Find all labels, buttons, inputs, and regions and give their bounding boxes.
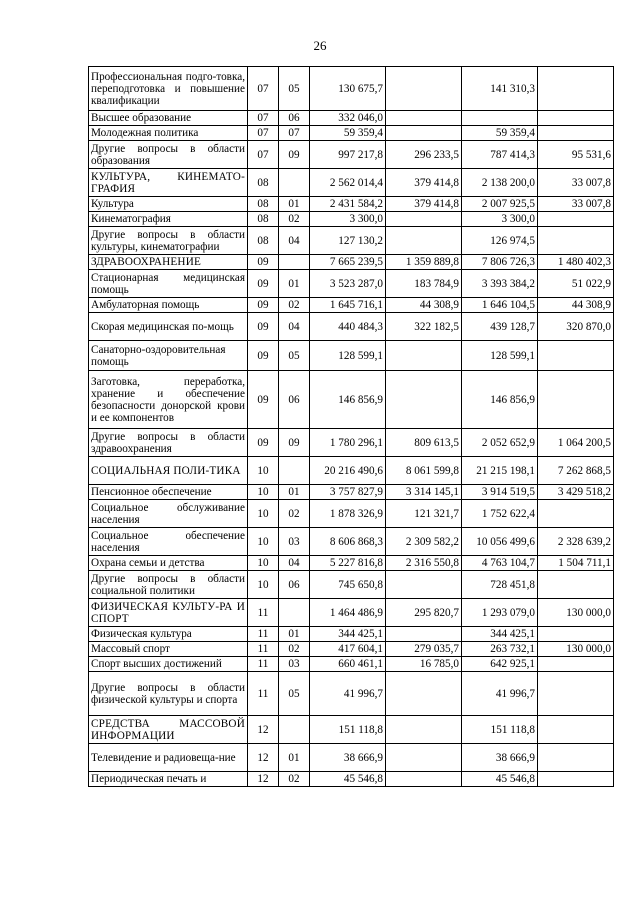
- subsection-code-cell: 01: [279, 485, 310, 500]
- section-name-cell: Заготовка, переработка, хранение и обеспечение безопасности донорской крови и ее компонентов: [89, 371, 248, 429]
- amount-cell: [386, 772, 462, 787]
- amount-cell: 344 425,1: [310, 627, 386, 642]
- table-row: [89, 744, 614, 772]
- amount-cell: 3 523 287,0: [310, 270, 386, 298]
- amount-cell: [538, 126, 614, 141]
- amount-cell: 2 052 652,9: [462, 429, 538, 457]
- table-row: [89, 341, 614, 371]
- amount-cell: 3 757 827,9: [310, 485, 386, 500]
- amount-cell: 3 914 519,5: [462, 485, 538, 500]
- amount-cell: 59 359,4: [310, 126, 386, 141]
- amount-cell: 1 359 889,8: [386, 255, 462, 270]
- section-code-cell: 10: [248, 457, 279, 485]
- subsection-code-cell: 03: [279, 528, 310, 556]
- table-row: [89, 772, 614, 787]
- section-name-cell: Периодическая печать и: [89, 772, 248, 787]
- subsection-code-cell: 01: [279, 744, 310, 772]
- amount-cell: [538, 227, 614, 255]
- section-code-cell: 09: [248, 371, 279, 429]
- amount-cell: [386, 111, 462, 126]
- amount-cell: 417 604,1: [310, 642, 386, 657]
- table-row: [89, 227, 614, 255]
- amount-cell: 3 429 518,2: [538, 485, 614, 500]
- subsection-code-cell: [279, 716, 310, 744]
- amount-cell: 10 056 499,6: [462, 528, 538, 556]
- section-name-cell: ФИЗИЧЕСКАЯ КУЛЬТУ-РА И СПОРТ: [89, 599, 248, 627]
- amount-cell: 146 856,9: [462, 371, 538, 429]
- section-name-cell: ЗДРАВООХРАНЕНИЕ: [89, 255, 248, 270]
- amount-cell: 141 310,3: [462, 67, 538, 111]
- subsection-code-cell: 01: [279, 197, 310, 212]
- section-name-cell: Санаторно-оздоровительная помощь: [89, 341, 248, 371]
- subsection-code-cell: 07: [279, 126, 310, 141]
- table-row: [89, 627, 614, 642]
- section-name-cell: Охрана семьи и детства: [89, 556, 248, 571]
- amount-cell: 126 974,5: [462, 227, 538, 255]
- amount-cell: 21 215 198,1: [462, 457, 538, 485]
- table-row: [89, 500, 614, 528]
- subsection-code-cell: 05: [279, 672, 310, 716]
- amount-cell: 320 870,0: [538, 313, 614, 341]
- section-name-cell: Амбулаторная помощь: [89, 298, 248, 313]
- amount-cell: 95 531,6: [538, 141, 614, 169]
- table-row: [89, 371, 614, 429]
- amount-cell: [538, 500, 614, 528]
- section-name-cell: Другие вопросы в области здравоохранения: [89, 429, 248, 457]
- amount-cell: [538, 772, 614, 787]
- section-name-cell: Молодежная политика: [89, 126, 248, 141]
- amount-cell: 660 461,1: [310, 657, 386, 672]
- amount-cell: 2 309 582,2: [386, 528, 462, 556]
- subsection-code-cell: 06: [279, 371, 310, 429]
- amount-cell: 1 752 622,4: [462, 500, 538, 528]
- amount-cell: [538, 716, 614, 744]
- table-row: [89, 126, 614, 141]
- table-row: [89, 429, 614, 457]
- table-row: [89, 556, 614, 571]
- subsection-code-cell: 06: [279, 571, 310, 599]
- amount-cell: 295 820,7: [386, 599, 462, 627]
- table-row: [89, 141, 614, 169]
- amount-cell: 642 925,1: [462, 657, 538, 672]
- amount-cell: 128 599,1: [310, 341, 386, 371]
- amount-cell: [538, 672, 614, 716]
- amount-cell: 1 646 104,5: [462, 298, 538, 313]
- subsection-code-cell: 02: [279, 298, 310, 313]
- amount-cell: [386, 672, 462, 716]
- subsection-code-cell: 02: [279, 772, 310, 787]
- amount-cell: 4 763 104,7: [462, 556, 538, 571]
- table-row: [89, 528, 614, 556]
- section-code-cell: 08: [248, 212, 279, 227]
- section-code-cell: 09: [248, 255, 279, 270]
- section-name-cell: Телевидение и радиовеща-ние: [89, 744, 248, 772]
- amount-cell: [538, 627, 614, 642]
- subsection-code-cell: [279, 599, 310, 627]
- section-code-cell: 10: [248, 556, 279, 571]
- amount-cell: 128 599,1: [462, 341, 538, 371]
- section-code-cell: 11: [248, 657, 279, 672]
- subsection-code-cell: 04: [279, 227, 310, 255]
- amount-cell: 151 118,8: [462, 716, 538, 744]
- section-code-cell: 10: [248, 571, 279, 599]
- table-row: [89, 642, 614, 657]
- amount-cell: 130 000,0: [538, 642, 614, 657]
- section-code-cell: 08: [248, 169, 279, 197]
- subsection-code-cell: [279, 169, 310, 197]
- section-code-cell: 09: [248, 429, 279, 457]
- table-row: [89, 672, 614, 716]
- amount-cell: 1 464 486,9: [310, 599, 386, 627]
- subsection-code-cell: 05: [279, 67, 310, 111]
- amount-cell: 20 216 490,6: [310, 457, 386, 485]
- table-row: [89, 657, 614, 672]
- amount-cell: 44 308,9: [538, 298, 614, 313]
- table-row: [89, 197, 614, 212]
- amount-cell: 1 645 716,1: [310, 298, 386, 313]
- section-code-cell: 11: [248, 672, 279, 716]
- table-row: [89, 313, 614, 341]
- section-code-cell: 08: [248, 227, 279, 255]
- section-name-cell: Другие вопросы в области образования: [89, 141, 248, 169]
- amount-cell: 2 431 584,2: [310, 197, 386, 212]
- amount-cell: 59 359,4: [462, 126, 538, 141]
- amount-cell: 33 007,8: [538, 169, 614, 197]
- subsection-code-cell: 03: [279, 657, 310, 672]
- amount-cell: 379 414,8: [386, 169, 462, 197]
- table-row: [89, 485, 614, 500]
- amount-cell: 2 007 925,5: [462, 197, 538, 212]
- amount-cell: [386, 716, 462, 744]
- amount-cell: 41 996,7: [462, 672, 538, 716]
- amount-cell: 3 393 384,2: [462, 270, 538, 298]
- table-row: [89, 270, 614, 298]
- section-code-cell: 11: [248, 627, 279, 642]
- amount-cell: 332 046,0: [310, 111, 386, 126]
- amount-cell: 1 064 200,5: [538, 429, 614, 457]
- subsection-code-cell: [279, 255, 310, 270]
- amount-cell: [538, 212, 614, 227]
- subsection-code-cell: 04: [279, 313, 310, 341]
- amount-cell: 296 233,5: [386, 141, 462, 169]
- subsection-code-cell: 02: [279, 642, 310, 657]
- subsection-code-cell: 09: [279, 429, 310, 457]
- section-name-cell: Кинематография: [89, 212, 248, 227]
- table-row: [89, 111, 614, 126]
- section-code-cell: 11: [248, 599, 279, 627]
- amount-cell: [538, 111, 614, 126]
- amount-cell: 121 321,7: [386, 500, 462, 528]
- section-name-cell: Культура: [89, 197, 248, 212]
- subsection-code-cell: [279, 457, 310, 485]
- amount-cell: [386, 227, 462, 255]
- amount-cell: [538, 657, 614, 672]
- subsection-code-cell: 05: [279, 341, 310, 371]
- section-code-cell: 07: [248, 141, 279, 169]
- section-name-cell: СОЦИАЛЬНАЯ ПОЛИ-ТИКА: [89, 457, 248, 485]
- section-code-cell: 12: [248, 744, 279, 772]
- amount-cell: 2 138 200,0: [462, 169, 538, 197]
- table-row: [89, 298, 614, 313]
- section-code-cell: 09: [248, 313, 279, 341]
- amount-cell: 7 262 868,5: [538, 457, 614, 485]
- amount-cell: 3 300,0: [462, 212, 538, 227]
- amount-cell: 379 414,8: [386, 197, 462, 212]
- amount-cell: 263 732,1: [462, 642, 538, 657]
- subsection-code-cell: 06: [279, 111, 310, 126]
- amount-cell: 127 130,2: [310, 227, 386, 255]
- amount-cell: 809 613,5: [386, 429, 462, 457]
- amount-cell: 7 806 726,3: [462, 255, 538, 270]
- subsection-code-cell: 01: [279, 627, 310, 642]
- section-code-cell: 12: [248, 772, 279, 787]
- section-code-cell: 09: [248, 298, 279, 313]
- amount-cell: [386, 126, 462, 141]
- amount-cell: [386, 67, 462, 111]
- amount-cell: 1 780 296,1: [310, 429, 386, 457]
- amount-cell: 1 480 402,3: [538, 255, 614, 270]
- amount-cell: 8 606 868,3: [310, 528, 386, 556]
- amount-cell: 5 227 816,8: [310, 556, 386, 571]
- section-name-cell: Профессиональная подго-товка, переподготовка и повышение квалификации: [89, 67, 248, 111]
- section-name-cell: Пенсионное обеспечение: [89, 485, 248, 500]
- table-row: [89, 255, 614, 270]
- amount-cell: 146 856,9: [310, 371, 386, 429]
- table-row: [89, 457, 614, 485]
- section-code-cell: 11: [248, 642, 279, 657]
- amount-cell: 3 300,0: [310, 212, 386, 227]
- amount-cell: 1 293 079,0: [462, 599, 538, 627]
- amount-cell: 130 675,7: [310, 67, 386, 111]
- amount-cell: 151 118,8: [310, 716, 386, 744]
- amount-cell: 1 878 326,9: [310, 500, 386, 528]
- section-name-cell: СРЕДСТВА МАССОВОЙ ИНФОРМАЦИИ: [89, 716, 248, 744]
- section-code-cell: 07: [248, 111, 279, 126]
- table-row: [89, 169, 614, 197]
- page-number: 26: [313, 38, 327, 53]
- amount-cell: 41 996,7: [310, 672, 386, 716]
- amount-cell: [386, 744, 462, 772]
- section-code-cell: 07: [248, 67, 279, 111]
- section-code-cell: 07: [248, 126, 279, 141]
- amount-cell: 16 785,0: [386, 657, 462, 672]
- amount-cell: 130 000,0: [538, 599, 614, 627]
- amount-cell: 2 316 550,8: [386, 556, 462, 571]
- amount-cell: 38 666,9: [310, 744, 386, 772]
- amount-cell: 745 650,8: [310, 571, 386, 599]
- subsection-code-cell: 02: [279, 500, 310, 528]
- table-row: [89, 67, 614, 111]
- amount-cell: 787 414,3: [462, 141, 538, 169]
- table-row: [89, 716, 614, 744]
- section-code-cell: 12: [248, 716, 279, 744]
- amount-cell: [538, 67, 614, 111]
- amount-cell: 322 182,5: [386, 313, 462, 341]
- section-name-cell: Массовый спорт: [89, 642, 248, 657]
- subsection-code-cell: 01: [279, 270, 310, 298]
- amount-cell: 997 217,8: [310, 141, 386, 169]
- amount-cell: [538, 571, 614, 599]
- section-code-cell: 09: [248, 341, 279, 371]
- section-name-cell: Стационарная медицинская помощь: [89, 270, 248, 298]
- amount-cell: 440 484,3: [310, 313, 386, 341]
- amount-cell: [538, 341, 614, 371]
- amount-cell: [386, 212, 462, 227]
- table-row: [89, 212, 614, 227]
- subsection-code-cell: 02: [279, 212, 310, 227]
- section-name-cell: Скорая медицинская по-мощь: [89, 313, 248, 341]
- amount-cell: 2 328 639,2: [538, 528, 614, 556]
- amount-cell: [538, 371, 614, 429]
- table-row: [89, 599, 614, 627]
- subsection-code-cell: 09: [279, 141, 310, 169]
- section-name-cell: КУЛЬТУРА, КИНЕМАТО-ГРАФИЯ: [89, 169, 248, 197]
- section-code-cell: 09: [248, 270, 279, 298]
- amount-cell: [462, 111, 538, 126]
- amount-cell: [386, 627, 462, 642]
- amount-cell: 3 314 145,1: [386, 485, 462, 500]
- section-code-cell: 08: [248, 197, 279, 212]
- amount-cell: 33 007,8: [538, 197, 614, 212]
- table-row: [89, 571, 614, 599]
- amount-cell: [386, 571, 462, 599]
- section-code-cell: 10: [248, 500, 279, 528]
- section-name-cell: Другие вопросы в области физической культуры и спорта: [89, 672, 248, 716]
- amount-cell: [386, 341, 462, 371]
- amount-cell: 728 451,8: [462, 571, 538, 599]
- section-code-cell: 10: [248, 485, 279, 500]
- section-name-cell: Социальное обеспечение населения: [89, 528, 248, 556]
- amount-cell: 439 128,7: [462, 313, 538, 341]
- amount-cell: 38 666,9: [462, 744, 538, 772]
- amount-cell: 279 035,7: [386, 642, 462, 657]
- section-name-cell: Социальное обслуживание населения: [89, 500, 248, 528]
- amount-cell: 7 665 239,5: [310, 255, 386, 270]
- amount-cell: [386, 371, 462, 429]
- section-code-cell: 10: [248, 528, 279, 556]
- section-name-cell: Другие вопросы в области культуры, кинематографии: [89, 227, 248, 255]
- budget-table: [88, 66, 614, 787]
- section-name-cell: Спорт высших достижений: [89, 657, 248, 672]
- table-body: [89, 67, 614, 787]
- amount-cell: 45 546,8: [310, 772, 386, 787]
- amount-cell: 45 546,8: [462, 772, 538, 787]
- section-name-cell: Физическая культура: [89, 627, 248, 642]
- amount-cell: 183 784,9: [386, 270, 462, 298]
- amount-cell: 344 425,1: [462, 627, 538, 642]
- amount-cell: 2 562 014,4: [310, 169, 386, 197]
- amount-cell: 51 022,9: [538, 270, 614, 298]
- subsection-code-cell: 04: [279, 556, 310, 571]
- amount-cell: 1 504 711,1: [538, 556, 614, 571]
- section-name-cell: Высшее образование: [89, 111, 248, 126]
- amount-cell: 44 308,9: [386, 298, 462, 313]
- section-name-cell: Другие вопросы в области социальной политики: [89, 571, 248, 599]
- amount-cell: 8 061 599,8: [386, 457, 462, 485]
- amount-cell: [538, 744, 614, 772]
